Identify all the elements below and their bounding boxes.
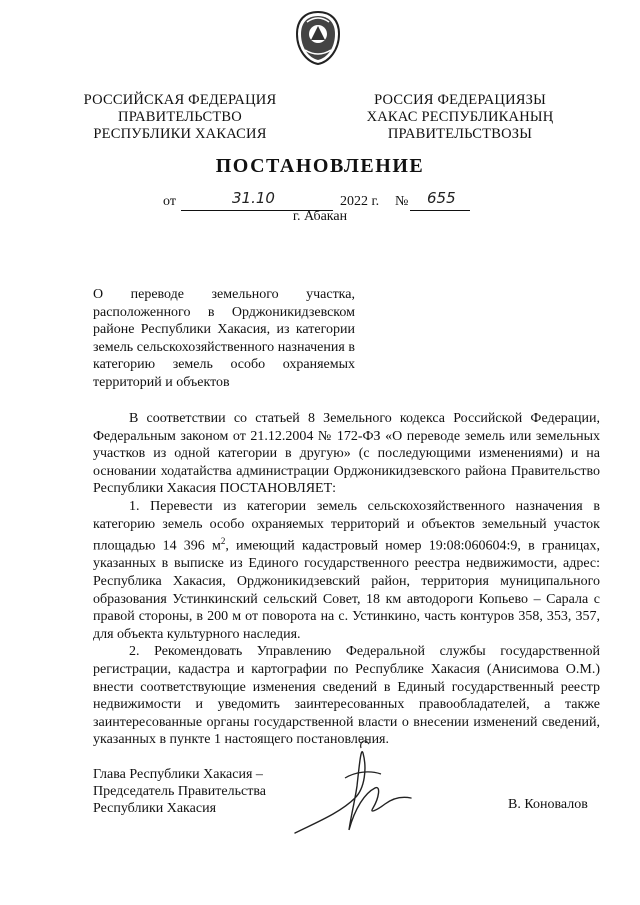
paragraph-item-1: [93, 498, 600, 643]
header-left-line: ПРАВИТЕЛЬСТВО: [118, 109, 242, 125]
handwritten-signature: [285, 738, 425, 848]
signatory-position-line: Председатель Правительства: [93, 784, 266, 799]
year-label: 2022 г.: [340, 194, 380, 209]
number-handwritten: 655: [427, 189, 456, 207]
signatory-position-line: Глава Республики Хакасия –: [93, 767, 263, 782]
date-handwritten: 31.10: [232, 189, 275, 207]
paragraph-item-2: 2. Рекомендовать Управлению Федеральной службы государственной регистрации, кадастра и картографии по Республике Хакасия (Анисимова О.М.) внести соответствующие изменения сведений в Единый государственный реестр недвижимости и уведомить заинтересованных правообладателей, а также заинтересованные органы государственной власти о внесении изменений сведений, указанных в пункте 1 настоящего постановления.: [93, 644, 600, 748]
item-1-text-start: 1. Перевести из категории земель сельскохозяйственного назначения в категорию земель особо охраняемых территорий и объектов земельный участок площадью 14 396 м: [93, 498, 600, 554]
header-left-line: РОССИЙСКАЯ ФЕДЕРАЦИЯ: [83, 92, 277, 108]
number-label: №: [395, 194, 409, 209]
item-1-superscript: 2: [220, 536, 226, 547]
coat-of-arms-emblem: [293, 10, 343, 66]
date-from-label: от: [163, 194, 176, 209]
item-1-text-end: , имеющий кадастровый номер 19:08:060604:9, в границах, указанных в выписке из Единого государственного реестра недвижимости, адрес: Республика Хакасия, Орджоникидзевский район, территория муниципального образования Устинкинский сельский Совет, 18 км автодороги Копьево – Сарала с правой стороны, в 200 м от поворота на с. Устинкино, часть контуров 358, 353, 357, для объекта культурного наследия.: [93, 538, 600, 642]
paragraph-preamble: В соответствии со статьей 8 Земельного кодекса Российской Федерации, Федеральным законом от 21.12.2004 № 172-ФЗ «О переводе земель или земельных участков из одной категории в другую» (с последующими изменениями) и на основании ходатайства администрации Орджоникидзевского района Правительство Республики Хакасия ПОСТАНОВЛЯЕТ:: [93, 411, 600, 497]
header-right: [360, 92, 560, 143]
header-left-line: РЕСПУБЛИКИ ХАКАСИЯ: [93, 126, 267, 142]
signatory-position-line: Республики Хакасия: [93, 801, 217, 816]
document-title: ПОСТАНОВЛЕНИЕ: [215, 155, 425, 177]
header-right-line: ПРАВИТЕЛЬСТВОЗЫ: [387, 126, 533, 142]
header-left: [80, 92, 280, 143]
signatory-name: В. Коновалов: [508, 797, 588, 812]
signatory-position: [93, 766, 293, 817]
document-body: [93, 410, 600, 749]
header-right-line: РОССИЯ ФЕДЕРАЦИЯЗЫ: [374, 92, 546, 108]
city-label: г. Абакан: [292, 209, 348, 224]
document-subject: О переводе земельного участка, расположенного в Орджоникидзевском районе Республики Хакасия, из категории земель сельскохозяйственного назначения в категорию земель особо охраняемых территорий и объектов: [93, 287, 355, 390]
header-right-line: ХАКАС РЕСПУБЛИКАНЫҢ: [366, 109, 554, 125]
